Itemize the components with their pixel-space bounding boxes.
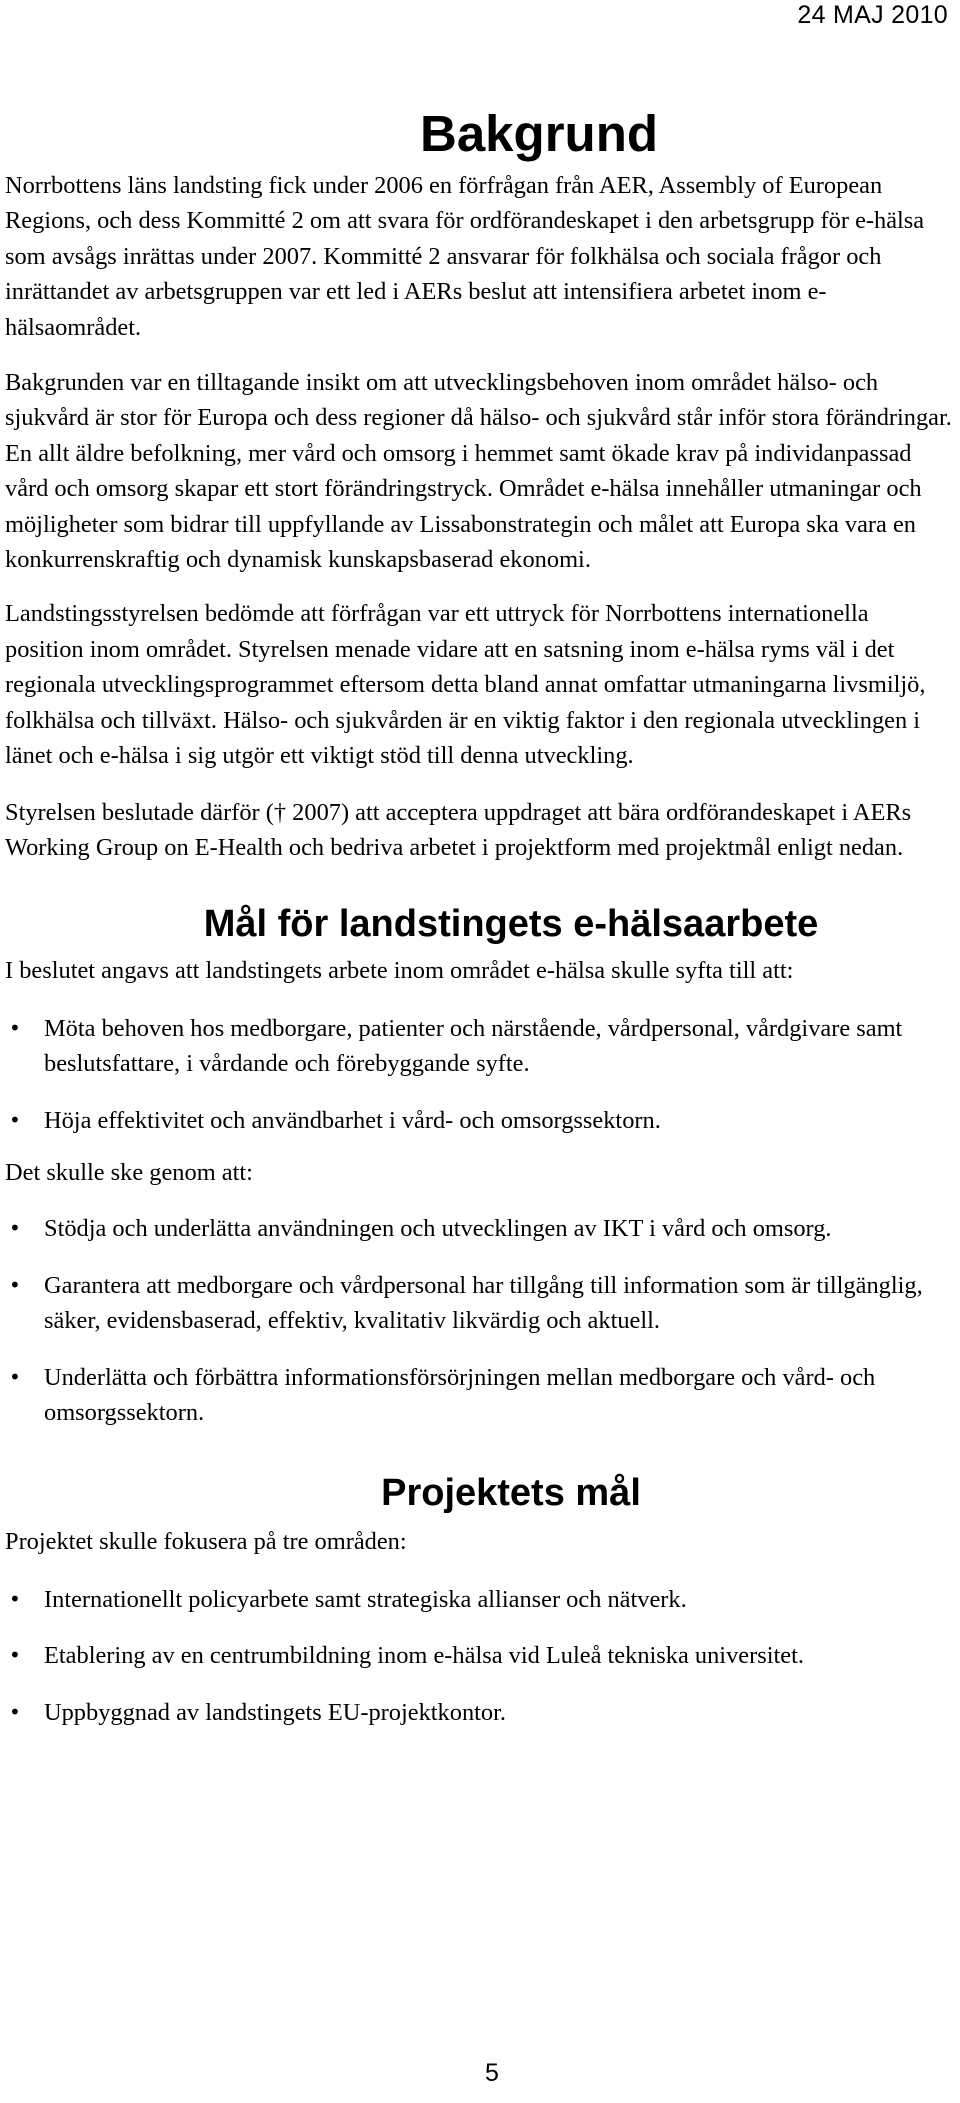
project-list-item-text: Uppbyggnad av landstingets EU-projektkontor. (44, 1698, 506, 1726)
goals-list-item (5, 1011, 953, 1082)
goals-means-intro: Det skulle ske genom att: (5, 1158, 253, 1186)
bullet-icon: • (9, 1699, 21, 1724)
bullet-icon: • (9, 1015, 21, 1040)
bullet-icon: • (9, 1272, 21, 1297)
bullet-icon: • (9, 1643, 21, 1668)
bullet-icon: • (9, 1364, 21, 1389)
goals-means-item (5, 1360, 953, 1431)
goals-means-list (5, 1211, 953, 1430)
goals-list-item (5, 1103, 953, 1138)
header-date: 24 MAJ 2010 (797, 1, 948, 29)
project-list-item-text: Etablering av en centrumbildning inom e-hälsa vid Luleå tekniska universitet. (44, 1642, 804, 1670)
goals-list-item-text: Höja effektivitet och användbarhet i vård- och omsorgssektorn. (44, 1106, 661, 1134)
page-number: 5 (485, 2059, 499, 2087)
project-intro: Projektet skulle fokusera på tre områden: (5, 1528, 407, 1556)
section-title-background: Bakgrund (419, 105, 659, 162)
project-list (5, 1582, 953, 1730)
background-paragraph-2: Bakgrunden var en tilltagande insikt om att utvecklingsbehoven inom området hälso- och sjukvård är stor för Europa och dess regioner då hälso- och sjukvård står inför stora förändringar. En allt äldre befolkning, mer vård och omsorg i hemmet samt ökade krav på individanpassad vård och omsorg skapar ett stort förändringstryck. Området e-hälsa innehåller utmaningar och möjligheter som bidrar till uppfyllande av Lissabonstrategin och målet att Europa ska vara en konkurrenskraftig och dynamisk kunskapsbaserad ekonomi. (5, 369, 952, 574)
goals-means-item (5, 1268, 953, 1339)
goals-means-item-text: Underlätta och förbättra informationsförsörjningen mellan medborgare och vård- och omsorgssektorn. (44, 1363, 876, 1426)
section-title-goals: Mål för landstingets e-hälsaarbete (203, 903, 819, 946)
project-list-item-text: Internationellt policyarbete samt strategiska allianser och nätverk. (44, 1585, 687, 1613)
bullet-icon: • (9, 1107, 21, 1132)
goals-list (5, 1011, 953, 1138)
goals-means-item-text: Garantera att medborgare och vårdpersonal har tillgång till information som är tillgänglig, säker, evidensbaserad, effektiv, kvalitativ likvärdig och aktuell. (44, 1271, 923, 1335)
goals-means-item-text: Stödja och underlätta användningen och utvecklingen av IKT i vård och omsorg. (44, 1215, 832, 1243)
background-paragraph-3: Landstingsstyrelsen bedömde att förfrågan var ett uttryck för Norrbottens internationella position inom området. Styrelsen menade vidare att en satsning inom e-hälsa ryms väl i det regionala utvecklingsprogrammet eftersom detta bland annat omfattar utmaningarna livsmiljö, folkhälsa och tillväxt. Hälso- och sjukvården är en viktig faktor i den regionala utvecklingen i länet och e-hälsa i sig utgör ett viktigt stöd till denna utveckling. (5, 600, 926, 770)
project-list-item (5, 1638, 953, 1673)
project-list-item (5, 1695, 953, 1730)
background-paragraph-1: Norrbottens läns landsting fick under 2006 en förfrågan från AER, Assembly of European Regions, och dess Kommitté 2 om att svara för ordförandeskapet i den arbetsgrupp för e-hälsa som avsågs inrättas under 2007. Kommitté 2 ansvarar för folkhälsa och sociala frågor och inrättandet av arbetsgruppen var ett led i AERs beslut att intensifiera arbetet inom e-hälsaområdet. (5, 172, 925, 341)
goals-list-item-text: Möta behoven hos medborgare, patienter och närstående, vårdpersonal, vårdgivare samt beslutsfattare, i vårdande och förebyggande syfte. (44, 1014, 903, 1078)
project-list-item (5, 1582, 953, 1617)
bullet-icon: • (9, 1216, 21, 1241)
background-paragraph-4: Styrelsen beslutade därför († 2007) att acceptera uppdraget att bära ordförandeskapet i AERs Working Group on E-Health och bedriva arbetet i projektform med projektmål enligt nedan. (5, 798, 912, 861)
bullet-icon: • (9, 1586, 21, 1611)
section-title-project: Projektets mål (381, 1472, 641, 1515)
goals-intro: I beslutet angavs att landstingets arbete inom området e-hälsa skulle syfta till att: (5, 957, 794, 985)
document-body (5, 104, 953, 1750)
goals-means-item (5, 1211, 953, 1246)
